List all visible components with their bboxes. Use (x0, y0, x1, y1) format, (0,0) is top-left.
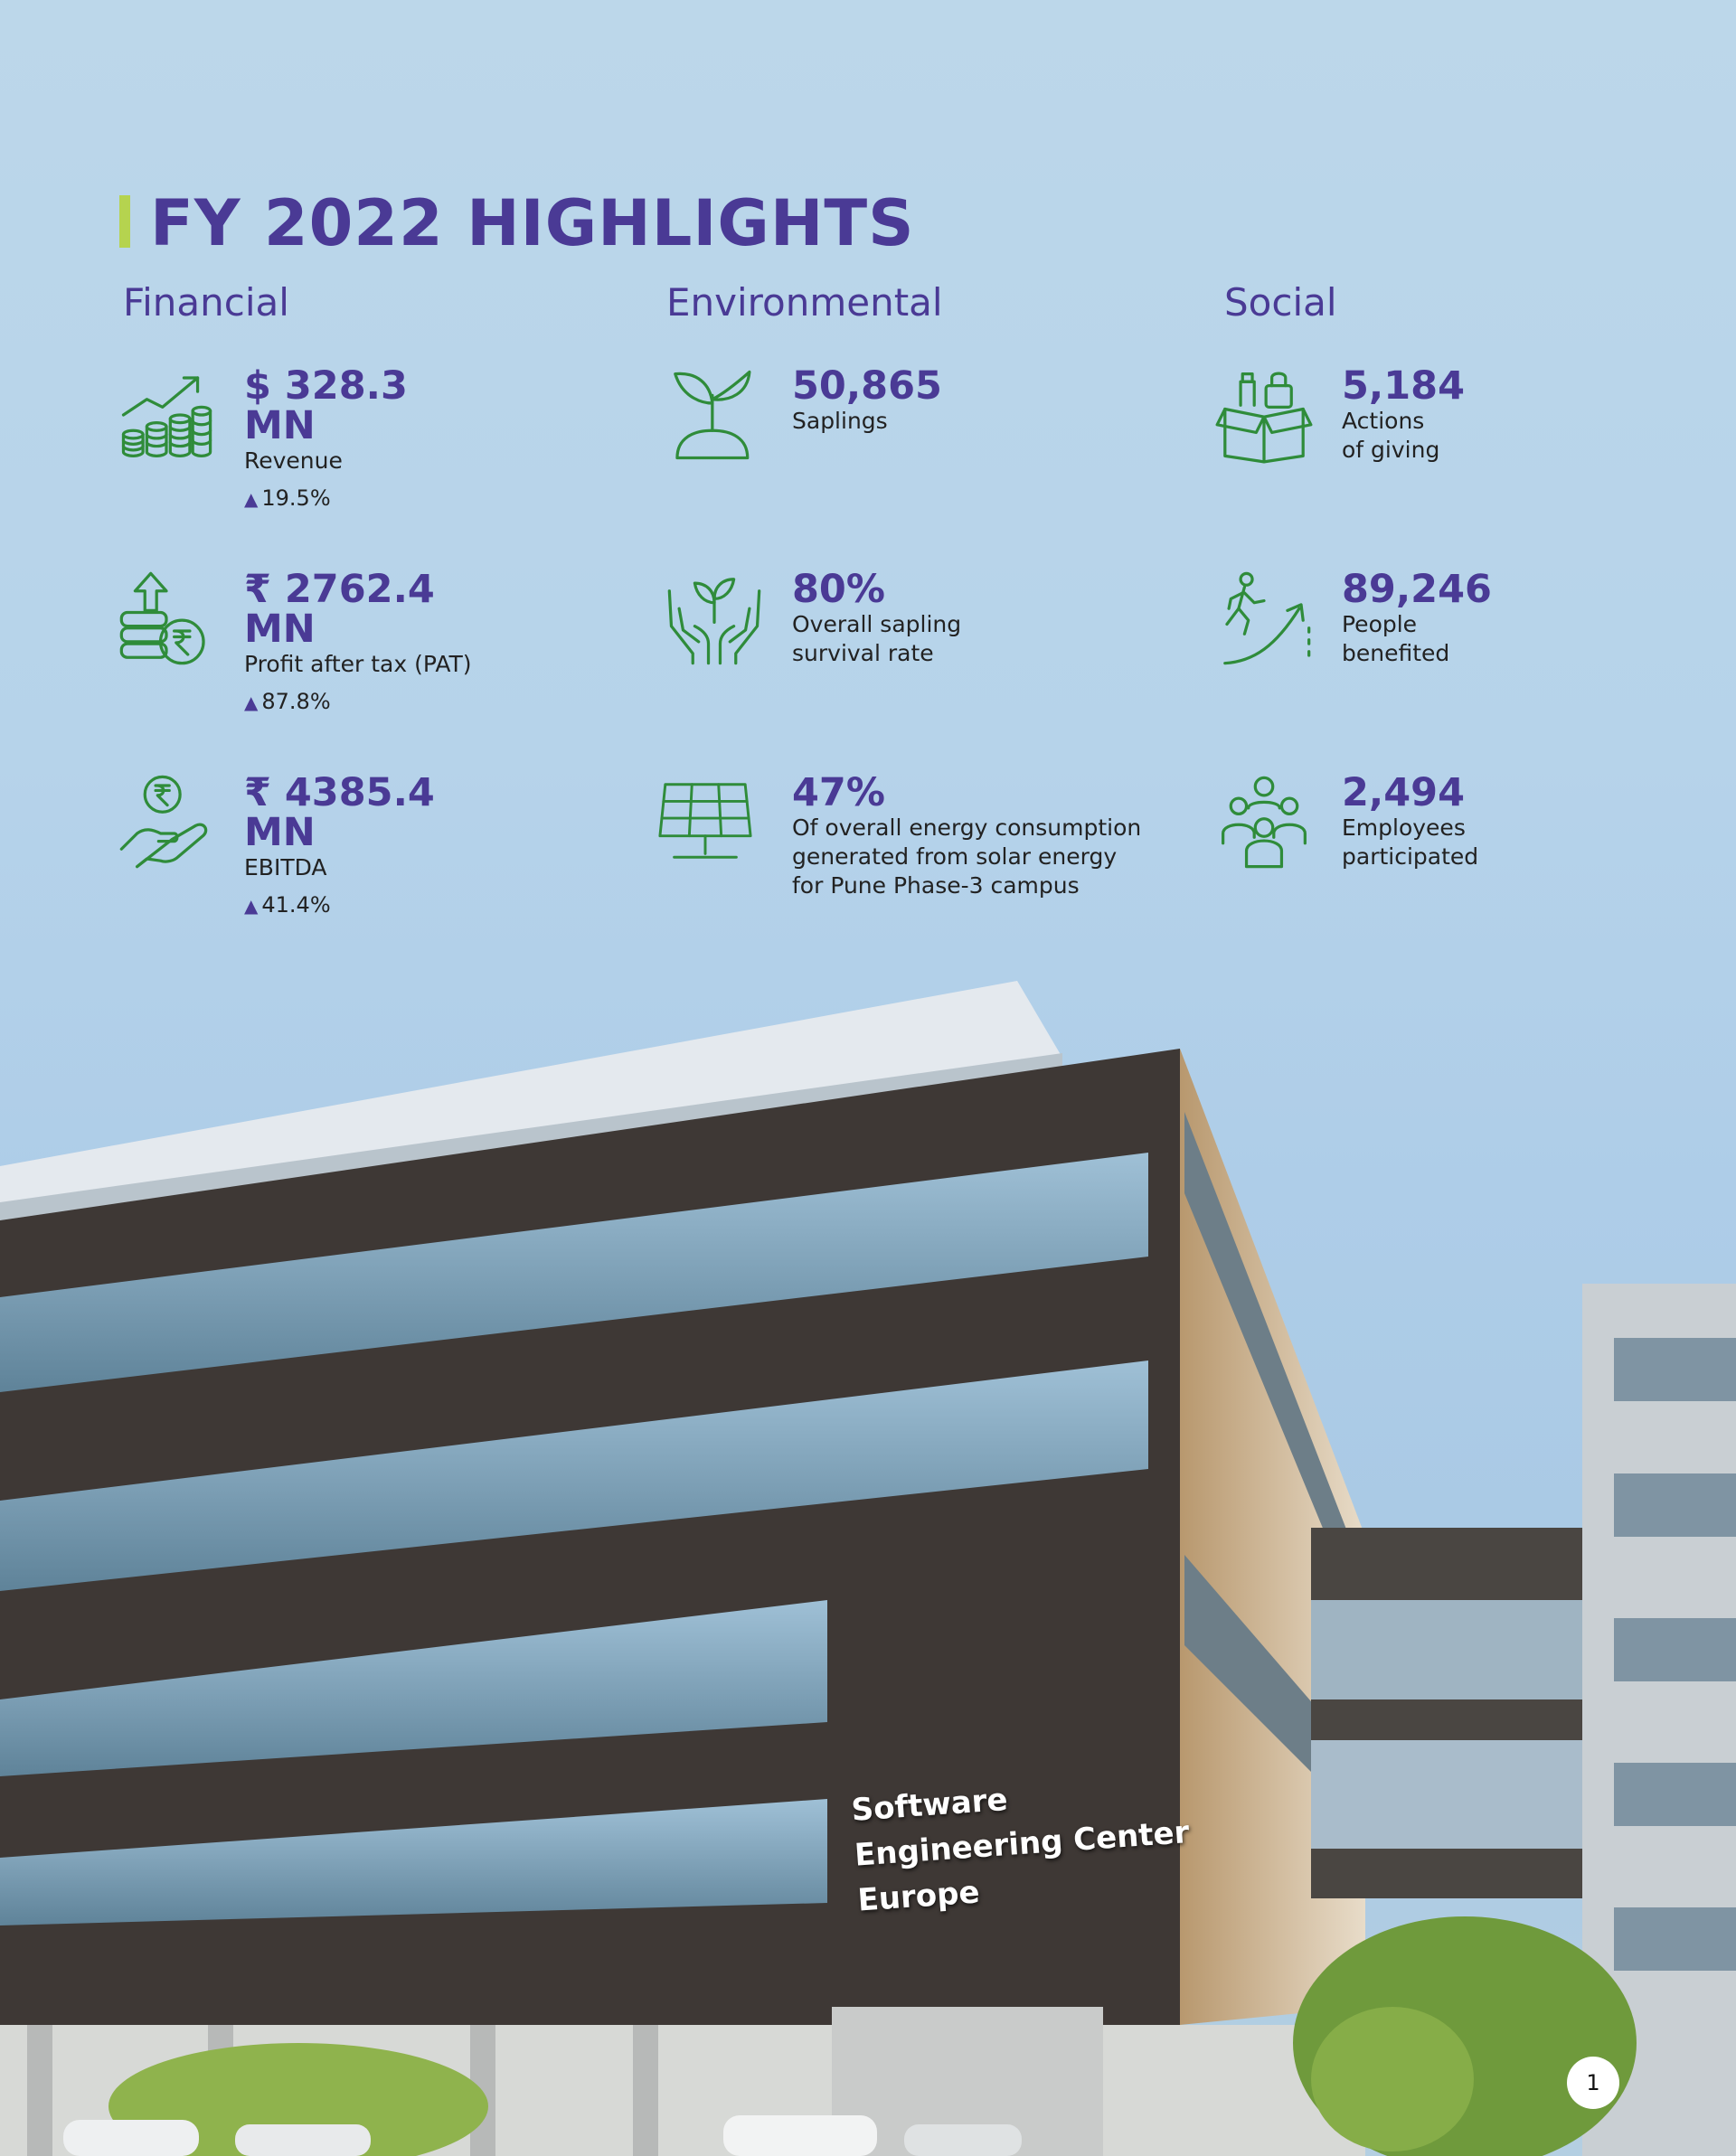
giving-value: 5,184 (1342, 363, 1466, 409)
sapling-icon (665, 366, 763, 464)
pat-value: ₹ 2762.4 (244, 567, 435, 612)
revenue-change-value: 19.5% (261, 485, 331, 511)
solar-panel-icon (656, 773, 754, 871)
benefited-label-line1: People (1342, 611, 1418, 637)
photo-caption-line2: Engineering Center (853, 1813, 1191, 1874)
saplings-value: 50,865 (792, 363, 942, 409)
benefited-value: 89,246 (1342, 567, 1492, 612)
financial-heading: Financial (123, 280, 289, 325)
revenue-unit: MN (244, 403, 316, 448)
photo-caption (850, 1765, 1194, 1924)
ebitda-change (244, 892, 435, 918)
title-accent-bar (119, 195, 130, 248)
employees-value: 2,494 (1342, 770, 1466, 815)
solar-label-line2: generated from solar energy (792, 843, 1118, 870)
rupee-hand-icon (118, 773, 215, 871)
social-heading: Social (1224, 280, 1337, 325)
pat-unit: MN (244, 607, 316, 652)
solar-label-line1: Of overall energy consumption (792, 814, 1142, 841)
rupee-coins-arrow-icon (118, 570, 215, 667)
saplings-label: Saplings (792, 408, 888, 434)
survival-value: 80% (792, 567, 885, 612)
revenue-change (244, 485, 408, 511)
pat-label: Profit after tax (PAT) (244, 651, 472, 677)
people-group-icon (1215, 773, 1313, 871)
employees-label-line1: Employees (1342, 814, 1466, 841)
person-rising-icon (1215, 570, 1313, 667)
ebitda-value: ₹ 4385.4 (244, 770, 435, 815)
revenue-growth-coins-icon (118, 366, 215, 464)
photo-caption-line1: Software (850, 1781, 1009, 1829)
solar-label-line3: for Pune Phase-3 campus (792, 872, 1080, 899)
pat-change-value: 87.8% (261, 689, 331, 714)
up-triangle-icon: ▲ (244, 692, 259, 713)
ebitda-change-value: 41.4% (261, 892, 331, 918)
page-number: 1 (1567, 2057, 1619, 2109)
giving-label-line1: Actions (1342, 408, 1425, 434)
donation-box-icon (1215, 366, 1313, 464)
hands-plant-icon (665, 570, 763, 667)
ebitda-unit: MN (244, 810, 316, 855)
photo-caption-line3: Europe (856, 1874, 981, 1919)
survival-label-line1: Overall sapling (792, 611, 962, 637)
pat-change (244, 689, 472, 714)
revenue-label: Revenue (244, 447, 343, 474)
solar-value: 47% (792, 770, 885, 815)
benefited-label-line2: benefited (1342, 640, 1450, 666)
up-triangle-icon: ▲ (244, 895, 259, 917)
ebitda-label: EBITDA (244, 854, 327, 880)
survival-label-line2: survival rate (792, 640, 934, 666)
environmental-heading: Environmental (666, 280, 943, 325)
revenue-value: $ 328.3 (244, 363, 408, 409)
giving-label-line2: of giving (1342, 437, 1440, 463)
employees-label-line2: participated (1342, 843, 1479, 870)
up-triangle-icon: ▲ (244, 488, 259, 510)
page-title: FY 2022 HIGHLIGHTS (150, 186, 915, 260)
